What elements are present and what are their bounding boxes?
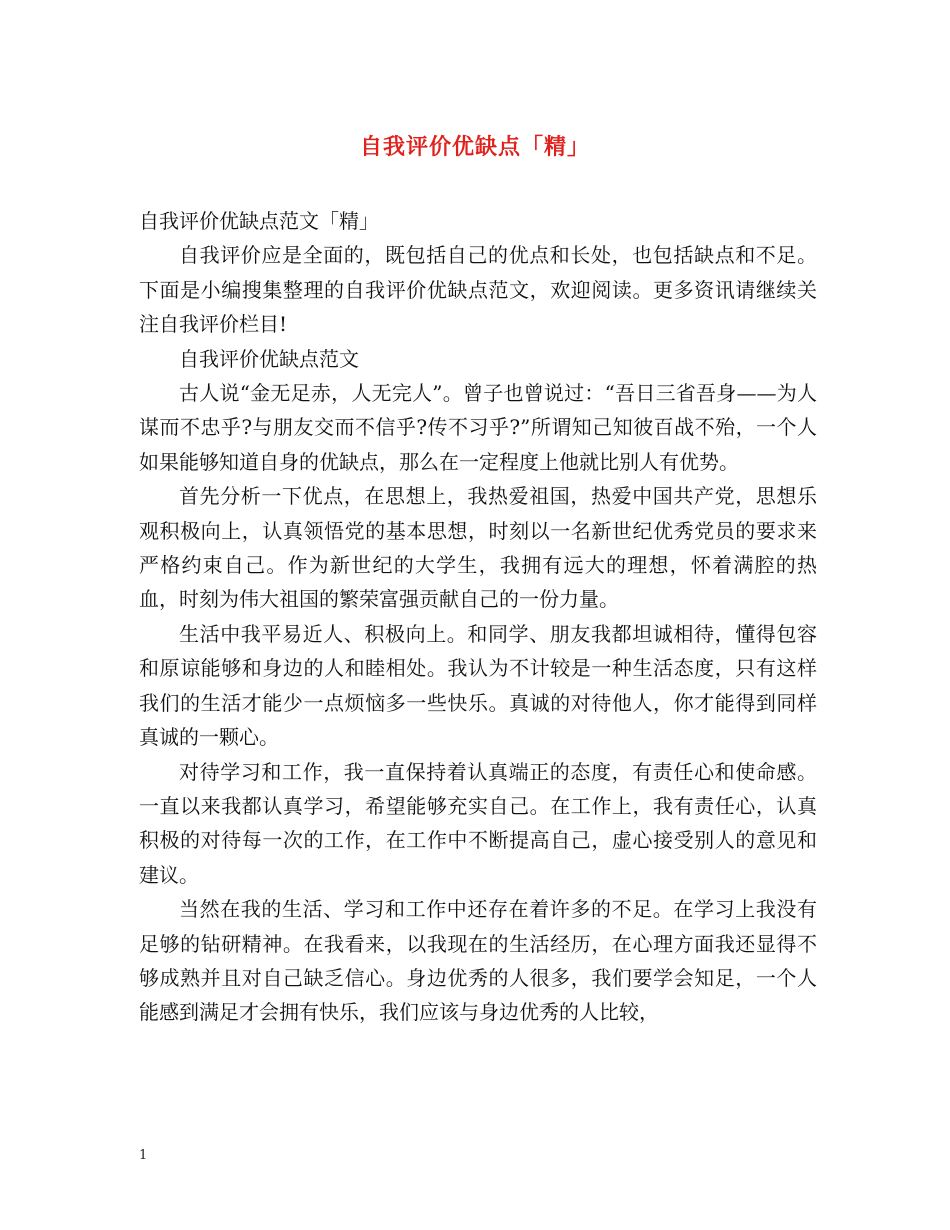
body-paragraph: 对待学习和工作，我一直保持着认真端正的态度，有责任心和使命感。一直以来我都认真学习，希望能够充实自己。在工作上，我有责任心，认真积极的对待每一次的工作，在工作中不断提高自己，虚心接受别人的意见和建议。 [139, 759, 817, 887]
body-paragraph: 首先分析一下优点，在思想上，我热爱祖国，热爱中国共产党，思想乐观积极向上，认真领悟党的基本思想，时刻以一名新世纪优秀党员的要求来严格约束自己。作为新世纪的大学生，我拥有远大的理想，怀着满腔的热血，时刻为伟大祖国的繁荣富强贡献自己的一份力量。 [139, 484, 817, 612]
body-paragraph: 生活中我平易近人、积极向上。和同学、朋友我都坦诚相待，懂得包容和原谅能够和身边的人和睦相处。我认为不计较是一种生活态度，只有这样我们的生活才能少一点烦恼多一些快乐。真诚的对待他人，你才能得到同样真诚的一颗心。 [139, 621, 817, 750]
body-paragraph: 古人说“金无足赤，人无完人”。曾子也曾说过：“吾日三省吾身——为人谋而不忠乎?与朋友交而不信乎?传不习乎?”所谓知己知彼百战不殆，一个人如果能够知道自身的优缺点，那么在一定程度上他就比别人有优势。 [139, 381, 817, 474]
section-heading: 自我评价优缺点范文 [179, 346, 359, 371]
document-title: 自我评价优缺点「精」 [359, 134, 590, 160]
page-number: 1 [139, 1148, 148, 1163]
body-paragraph: 当然在我的生活、学习和工作中还存在着许多的不足。在学习上我没有足够的钻研精神。在我看来，以我现在的生活经历，在心理方面我还显得不够成熟并且对自己缺乏信心。身边优秀的人很多，我们要学会知足，一个人能感到满足才会拥有快乐，我们应该与身边优秀的人比较， [139, 897, 817, 1025]
document-body [139, 204, 817, 1030]
document-subtitle: 自我评价优缺点范文「精」 [139, 209, 379, 233]
body-paragraph: 自我评价应是全面的，既包括自己的优点和长处，也包括缺点和不足。下面是小编搜集整理的自我评价优缺点范文，欢迎阅读。更多资讯请继续关注自我评价栏目! [139, 243, 817, 337]
